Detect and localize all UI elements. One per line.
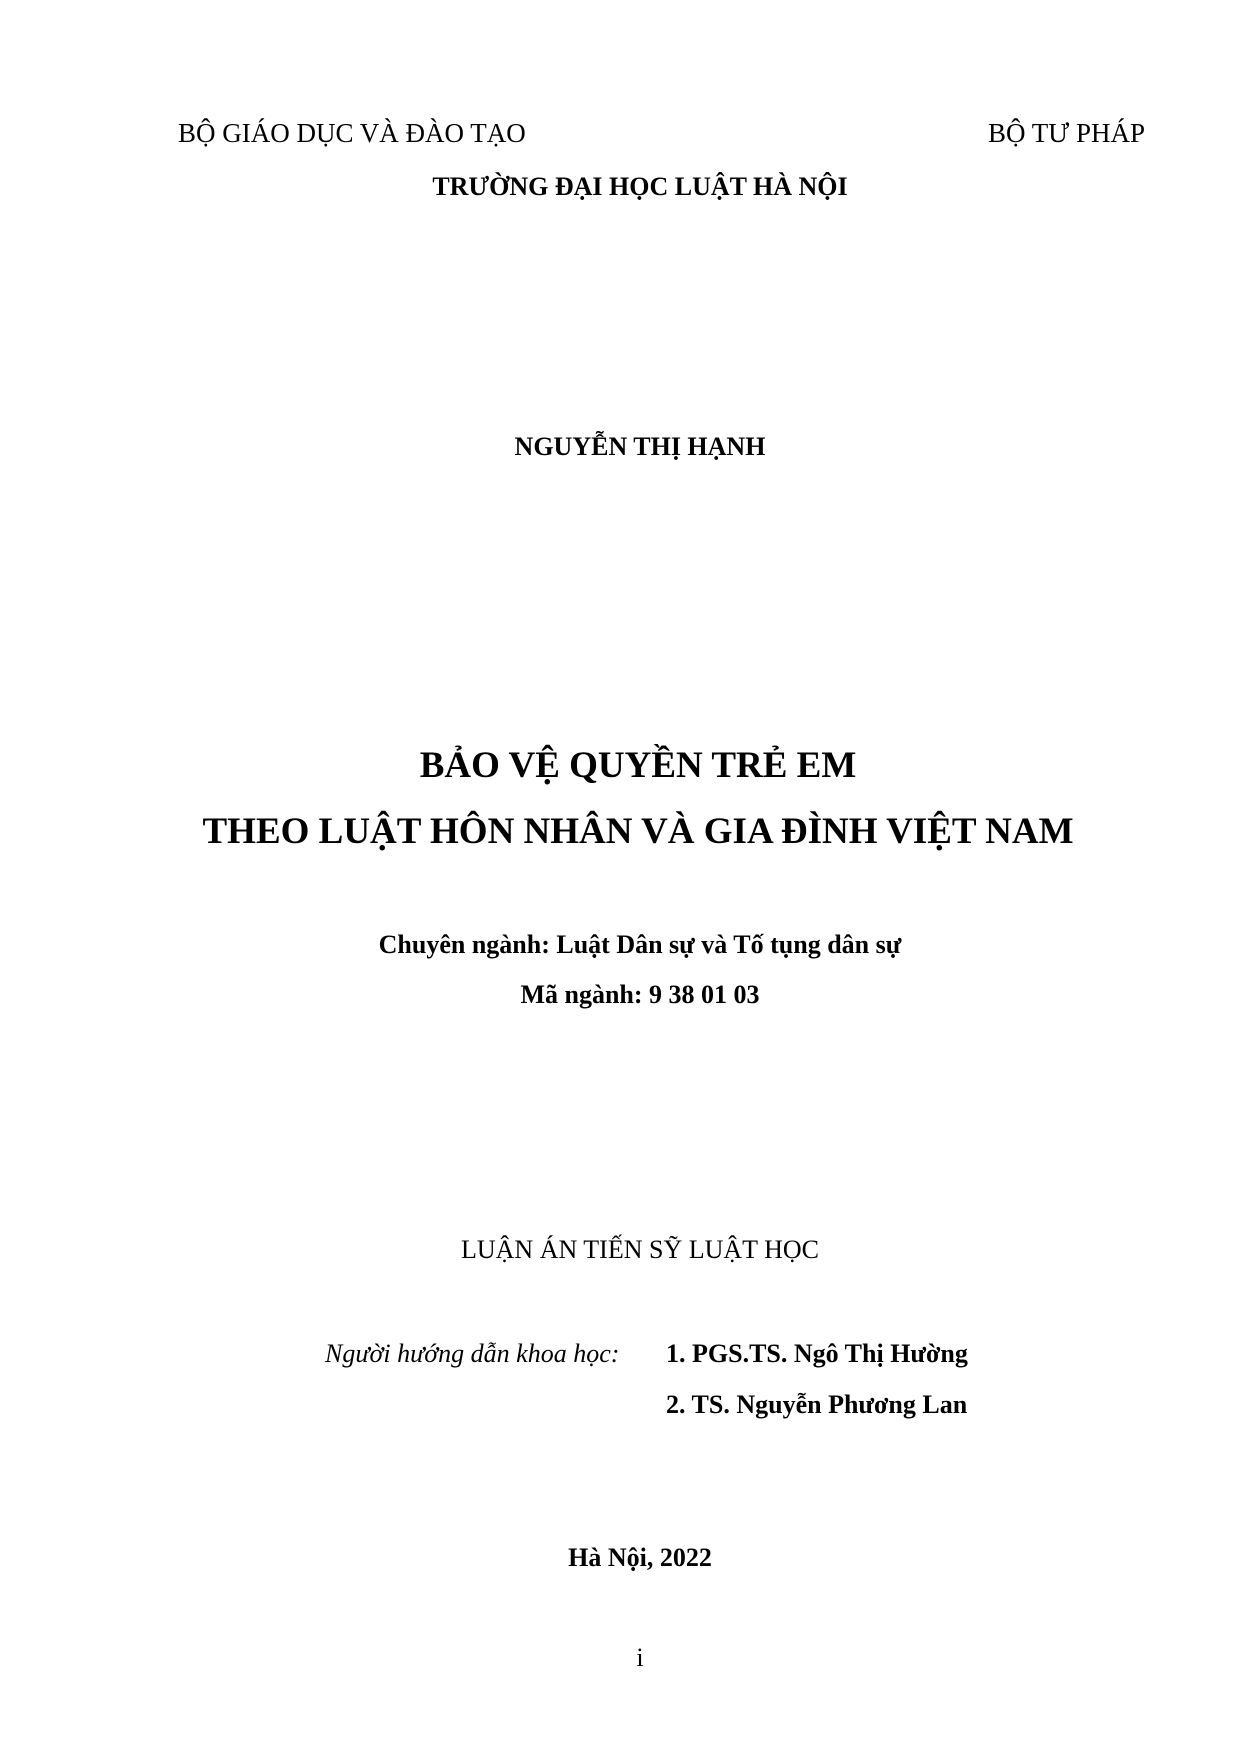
advisor-item-2: 2. TS. Nguyễn Phương Lan — [666, 1390, 968, 1419]
place-and-year: Hà Nội, 2022 — [568, 1543, 712, 1572]
university-name: TRƯỜNG ĐẠI HỌC LUẬT HÀ NỘI — [432, 172, 848, 201]
advisor-label: Người hướng dẫn khoa học: — [325, 1339, 620, 1368]
page-number: i — [636, 1643, 644, 1672]
major-code-line: Mã ngành: 9 38 01 03 — [520, 980, 760, 1009]
author-name: NGUYỄN THỊ HẠNH — [514, 432, 766, 461]
ministry-left: BỘ GIÁO DỤC VÀ ĐÀO TẠO — [178, 118, 526, 148]
thesis-title-line-2: THEO LUẬT HÔN NHÂN VÀ GIA ĐÌNH VIỆT NAM — [202, 811, 1074, 852]
ministry-right: BỘ TƯ PHÁP — [988, 118, 1145, 148]
thesis-title-line-1: BẢO VỆ QUYỀN TRẺ EM — [419, 745, 857, 786]
degree-title: LUẬN ÁN TIẾN SỸ LUẬT HỌC — [461, 1235, 819, 1264]
advisor-item-1: 1. PGS.TS. Ngô Thị Hường — [666, 1339, 968, 1368]
major-line: Chuyên ngành: Luật Dân sự và Tố tụng dân sự — [378, 930, 902, 959]
